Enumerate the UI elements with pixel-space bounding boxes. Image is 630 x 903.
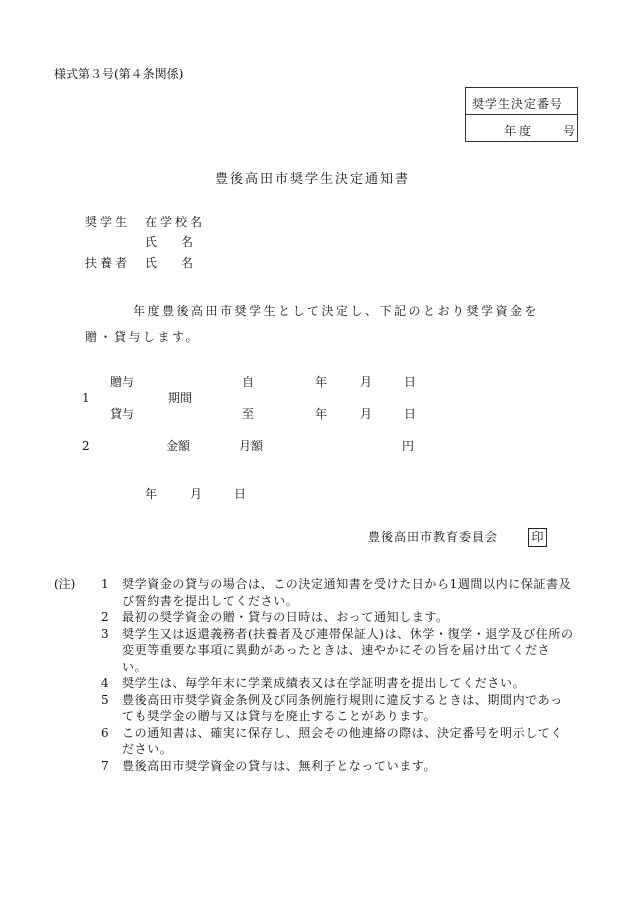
box-divider: [466, 114, 577, 115]
item-1-number: 1: [82, 391, 90, 405]
to-day: 日: [404, 407, 417, 421]
notes-section: [54, 576, 574, 774]
monthly-label: 月額: [239, 439, 264, 453]
period-label: 期間: [168, 391, 193, 405]
issue-year: 年: [145, 487, 158, 501]
amount-label: 金額: [166, 439, 191, 453]
note-item: [54, 626, 574, 676]
from-year: 年: [315, 375, 328, 389]
note-text: 奨学生又は返還義務者(扶養者及び連帯保証人)は、休学・復学・退学及び住所の変更等重要な事項に異動があったときは、速やかにその旨を届け出てください。: [122, 626, 574, 674]
note-item: [54, 609, 574, 626]
notes-marker: (注): [54, 577, 76, 591]
issue-month: 月: [190, 487, 203, 501]
decision-number-suffix: 号: [563, 124, 576, 138]
note-text: 豊後高田市奨学資金条例及び同条例施行規則に違反するときは、期間内であっても奨学金の贈与又は貸与を廃止することがあります。: [122, 692, 563, 723]
issue-day: 日: [234, 487, 247, 501]
form-label: 様式第３号(第４条関係): [54, 67, 184, 81]
to-month: 月: [360, 407, 373, 421]
decision-number-label: 奨学生決定番号: [472, 97, 564, 111]
note-text: 最初の奨学資金の贈・貸与の日時は、おって通知します。: [122, 610, 449, 624]
note-number: 6: [101, 725, 109, 740]
note-number: 3: [101, 626, 109, 641]
decision-number-box: [465, 87, 578, 142]
loan-label: 貸与: [110, 407, 135, 421]
yen-label: 円: [402, 439, 415, 453]
decision-year-label: 年度: [504, 124, 535, 138]
note-item: [54, 675, 574, 692]
body-line-2: 贈・貸与します。: [85, 330, 201, 344]
item-2-number: 2: [82, 439, 90, 453]
note-number: 5: [101, 692, 109, 707]
guardian-label: 扶養者: [85, 256, 131, 270]
note-item: [54, 725, 574, 758]
note-item: [54, 692, 574, 725]
note-text: 豊後高田市奨学資金の貸与は、無利子となっています。: [122, 758, 437, 773]
note-text: 奨学資金の貸与の場合は、この決定通知書を受けた日から1週間以内に保証書及び誓約書を提出してください。: [122, 577, 572, 608]
note-item: [54, 758, 574, 775]
to-label: 至: [242, 407, 255, 421]
student-label: 奨学生: [85, 215, 131, 229]
note-number: 7: [101, 758, 109, 773]
note-item: [54, 576, 574, 609]
note-text: この通知書は、確実に保存し、照会その他連絡の際は、決定番号を明示してください。: [122, 725, 564, 756]
guardian-name-label: 氏 名: [145, 256, 194, 270]
from-month: 月: [360, 375, 373, 389]
note-number: 1: [101, 577, 109, 591]
body-line-1: 年度豊後高田市奨学生として決定し、下記のとおり奨学資金を: [133, 304, 540, 318]
student-name-label: 氏 名: [145, 235, 194, 249]
document-title: 豊後高田市奨学生決定通知書: [215, 172, 411, 187]
school-name-label: 在学校名: [145, 215, 206, 229]
issuer-name: 豊後高田市教育委員会: [368, 530, 499, 544]
from-label: 自: [242, 375, 255, 389]
to-year: 年: [315, 407, 328, 421]
grant-label: 贈与: [110, 375, 135, 389]
from-day: 日: [404, 375, 417, 389]
note-number: 4: [101, 676, 109, 690]
note-number: 2: [101, 610, 109, 624]
note-text: 奨学生は、毎学年末に学業成績表又は在学証明書を提出してください。: [122, 676, 526, 690]
seal-stamp: 印: [528, 528, 547, 547]
